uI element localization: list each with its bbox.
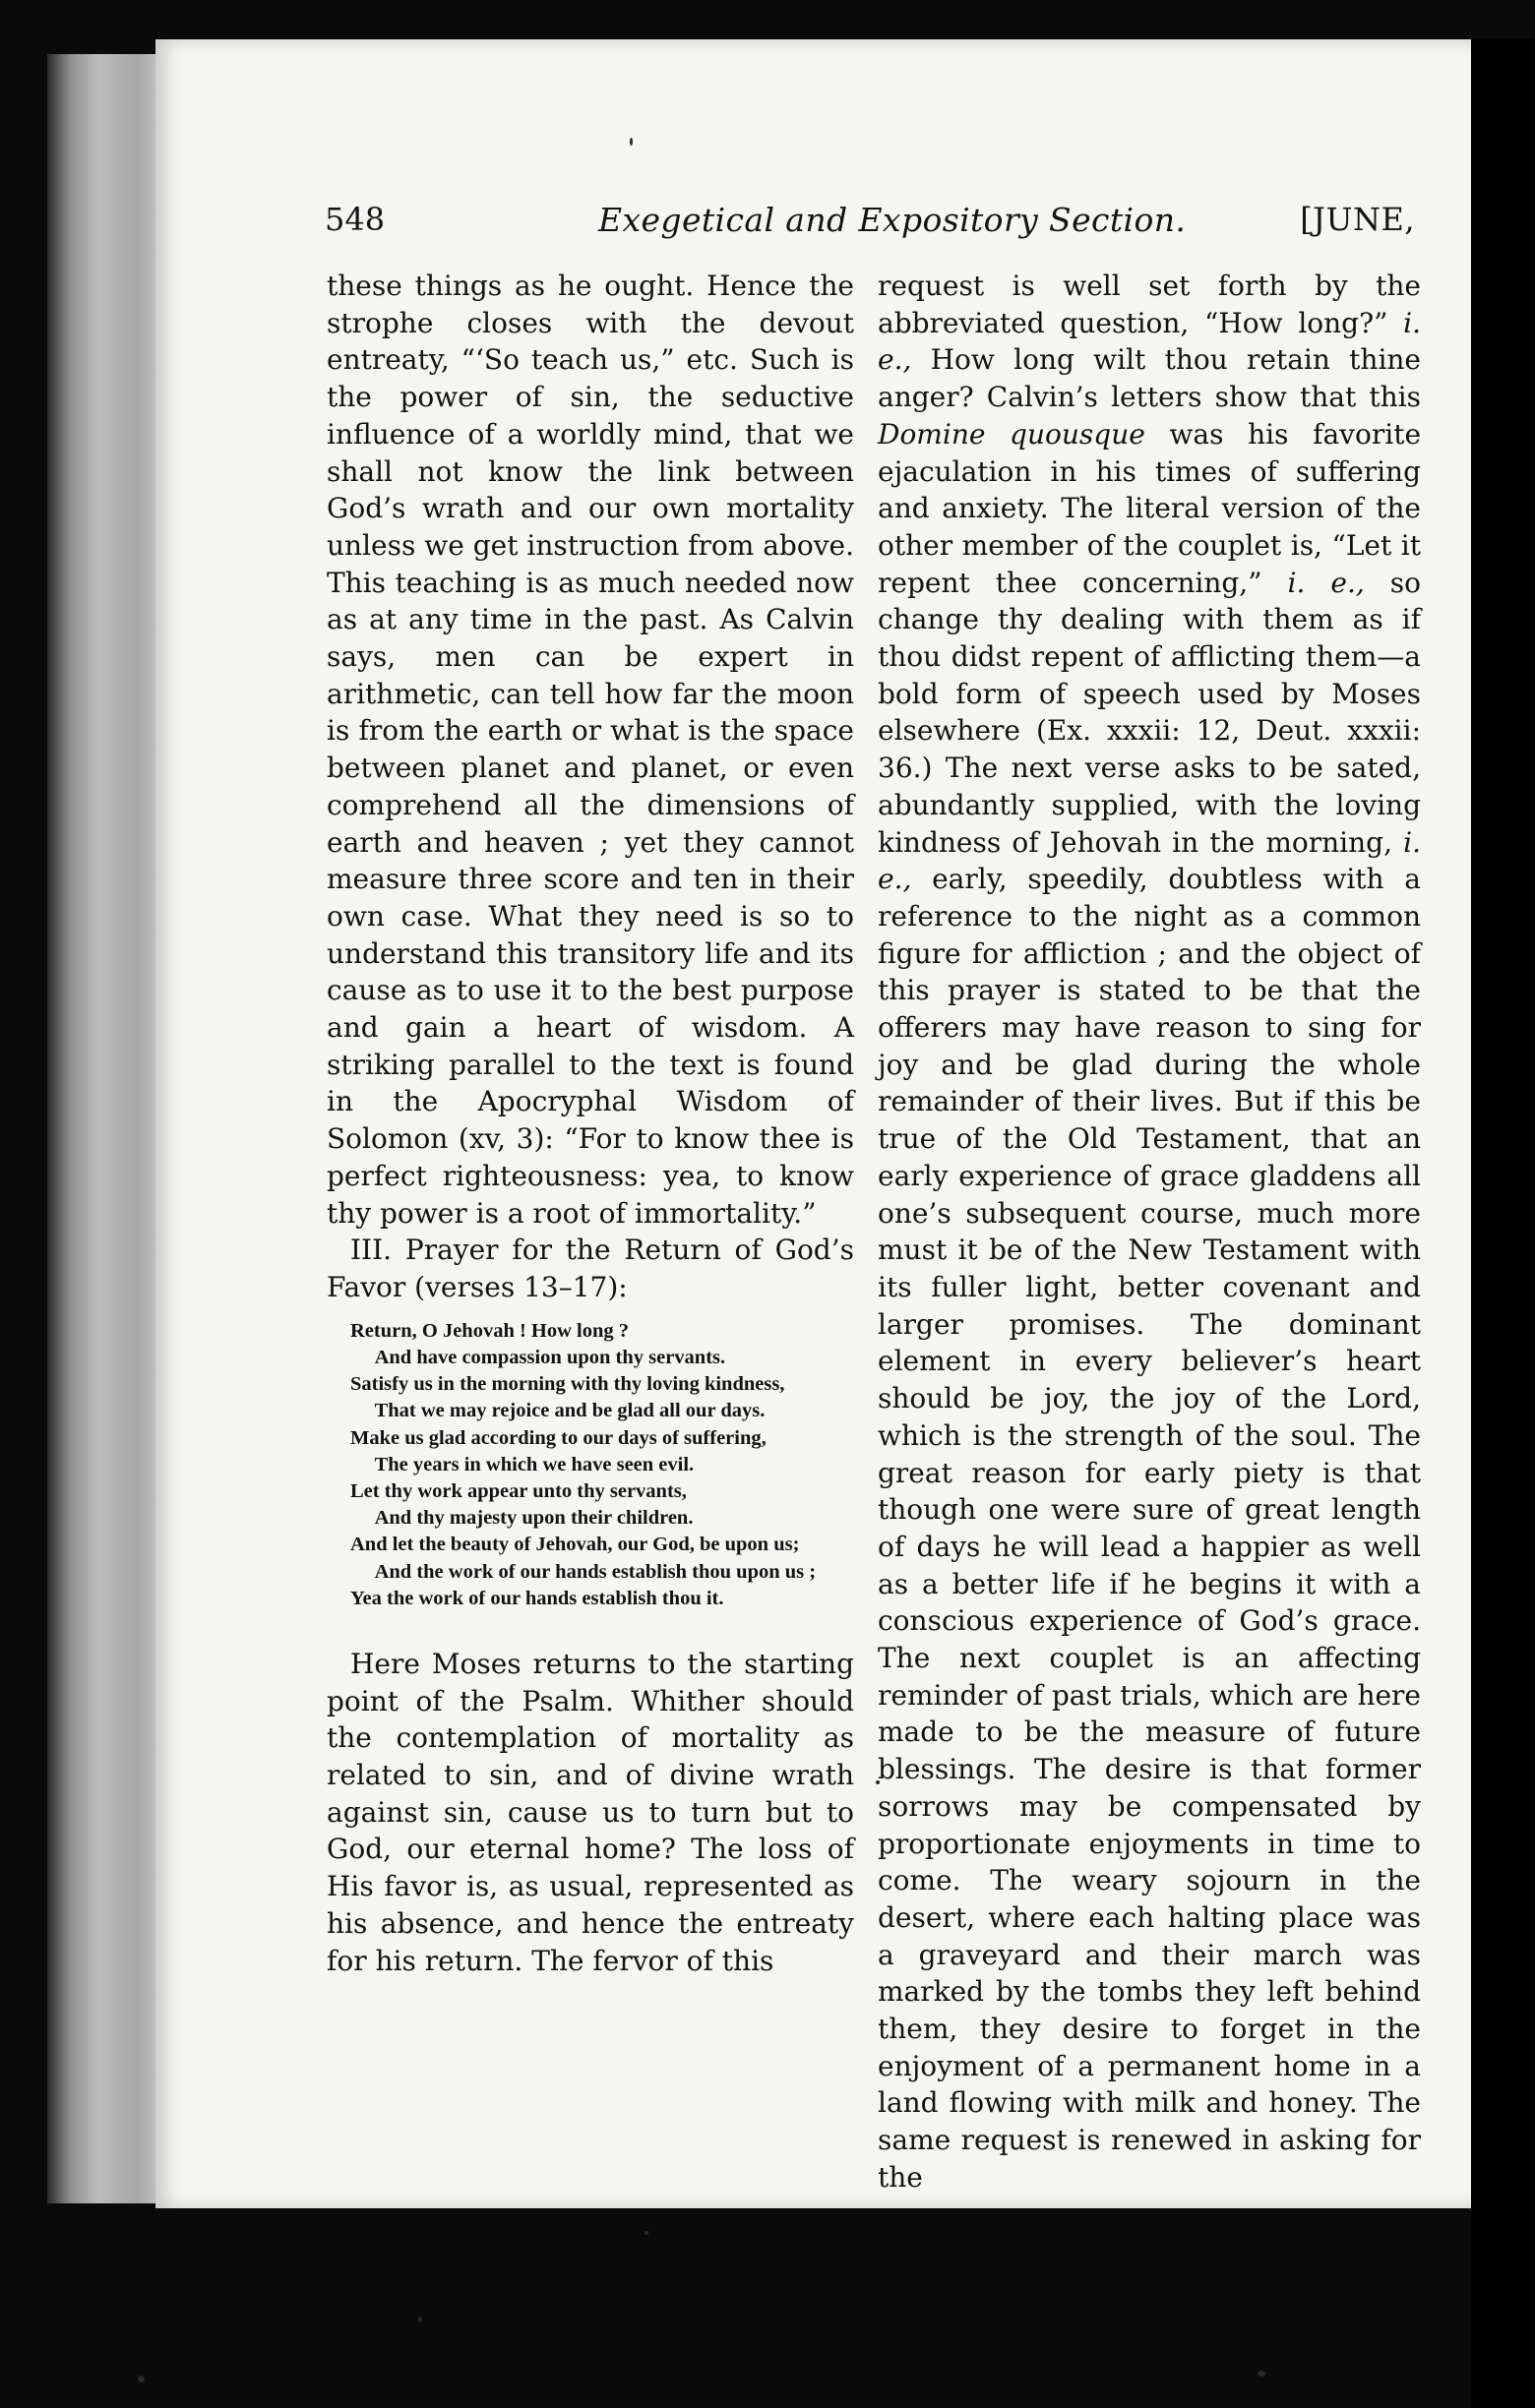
header-month: [JUNE, <box>1300 201 1415 238</box>
page-header <box>325 199 1427 258</box>
running-head: Exegetical and Expository Section. <box>598 201 1187 239</box>
verse-line: Satisfy us in the morning with thy loving kindness, <box>350 1373 785 1396</box>
abbreviation: i. e., <box>878 306 1421 377</box>
scan-border <box>1471 39 1535 2408</box>
text-run: early, speedily, doubtless with a reference to the night as a common figure for affliction ; and the object of this prayer is stated to be that the offerers may have reason to sing for joy and be glad during the whole remainder of their lives. But if this be true of the Old Testament, that an early experience of grace gladdens all one’s subsequent course, much more must it be of the New Testament with its fuller light, better covenant and larger promises. The dominant element in every believer’s heart should be joy, the joy of the Lord, which is the strength of the soul. The great reason for early piety is that though one were sure of great length of days he will lead a happier as well as a better life if he begins it with a conscious experience of God’s grace. The next couplet is an affecting reminder of past trials, which are here made to be the measure of future blessings. The desire is that former sorrows may be compensated by proportionate enjoyments in time to come. The weary sojourn in the desert, where each halting place was a graveyard and their march was marked by the tombs they left behind them, they desire to forget in the enjoyment of a permanent home in a land flowing with milk and honey. The same request is renewed in asking for the <box>878 863 1421 2194</box>
left-paragraph-1: these things as he ought. Hence the strophe closes with the devout entreaty, “‘So teach us,” etc. Such is the power of sin, the seductive influence of a worldly mind, that we shall not know the link between God’s wrath and our own mortality unless we get instruction from above. This teaching is as much needed now as at any time in the past. As Calvin says, men can be expert in arithmetic, can tell how far the moon is from the earth or what is the space between planet and planet, or even comprehend all the dimensions of earth and heaven ; yet they cannot measure three score and ten in their own case. What they need is so to understand this transitory life and its cause as to use it to the best purpose and gain a heart of wisdom. A striking parallel to the text is found in the Apocryphal Wisdom of Solomon (xv, 3): “For to know thee is perfect righteousness: yea, to know thy power is a root of immortality.” <box>327 270 854 1230</box>
verse-line: The years in which we have seen evil. <box>374 1453 695 1475</box>
text-run: request is well set forth by the abbreviated question, “How long?” <box>878 270 1421 339</box>
right-column <box>878 268 1421 2197</box>
verse-line: And the work of our hands establish thou upon us ; <box>374 1560 817 1583</box>
text-run: so change thy dealing with them as if thou didst repent of afflicting them—a bold form of speech used by Moses elsewhere (Ex. xxxii: 12, Deut. xxxii: 36.) The next verse asks to be sated, abundantly supplied, with the loving kindness of Jehovah in the morning, <box>878 566 1421 859</box>
verse-line: Return, O Jehovah ! How long ? <box>350 1319 630 1342</box>
left-paragraph-3: Here Moses returns to the starting point of the Psalm. Whither should the contemplation of mortality as related to sin, and of divine wrath against sin, cause us to turn but to God, our eternal home? The loss of His favor is, as usual, represented as his absence, and hence the entreaty for his return. The fervor of this <box>327 1647 854 1977</box>
verse-line: Make us glad according to our days of suffering, <box>350 1426 767 1449</box>
abbreviation: i. e., <box>878 825 1421 896</box>
page-number: 548 <box>325 201 386 238</box>
right-paragraph <box>878 268 1421 2197</box>
verse-line: That we may rejoice and be glad all our days. <box>374 1400 766 1422</box>
verse-line: And let the beauty of Jehovah, our God, be upon us; <box>350 1534 800 1556</box>
section-heading: III. Prayer for the Return of God’s Favor (verses 13–17): <box>327 1234 854 1303</box>
abbreviation: i. e., <box>1287 566 1365 599</box>
verse-line: And thy majesty upon their children. <box>374 1507 694 1530</box>
text-run: was his favorite ejaculation in his times of suffering and anxiety. The literal version of the other member of the couplet is, “Let it repent thee concerning,” <box>878 417 1422 599</box>
verse-line: Let thy work appear unto thy servants, <box>350 1479 687 1502</box>
psalm-quotation <box>350 1318 854 1612</box>
verse-line: Yea the work of our hands establish thou it. <box>350 1587 724 1609</box>
verse-line: And have compassion upon thy servants. <box>374 1346 726 1368</box>
left-column <box>327 268 854 1979</box>
text-run: How long wilt thou retain thine anger? Calvin’s letters show that this <box>878 343 1421 414</box>
latin-phrase: Domine quousque <box>878 417 1145 451</box>
